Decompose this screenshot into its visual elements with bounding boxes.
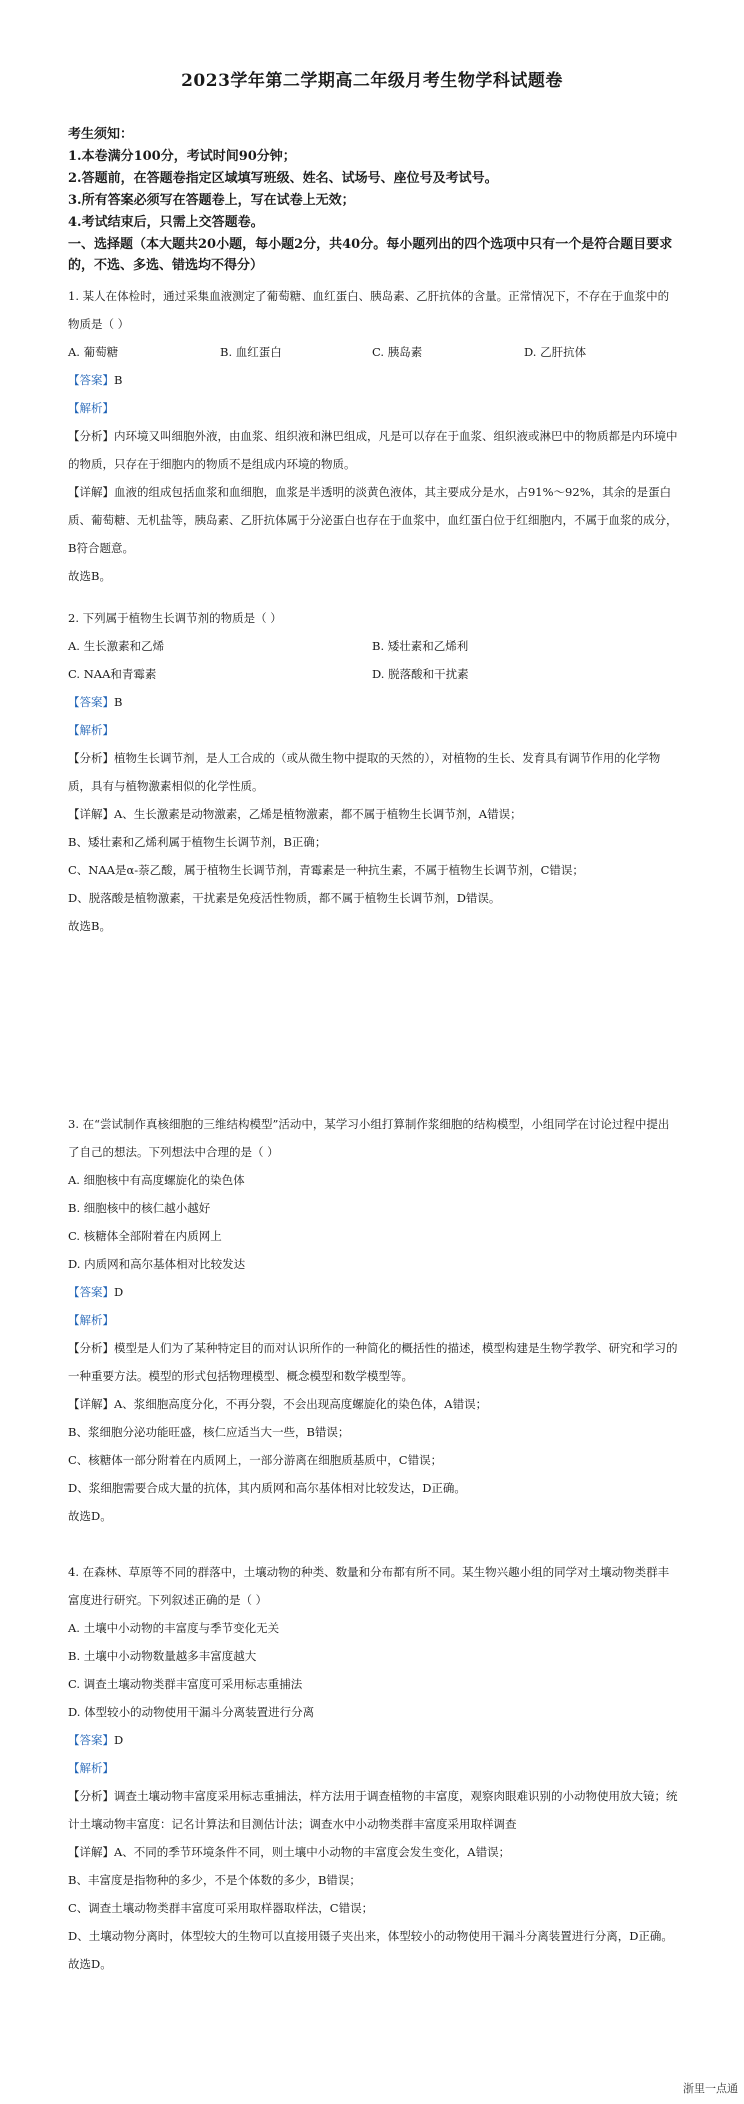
detail-text: 【详解】A、生长激素是动物激素，乙烯是植物激素，都不属于植物生长调节剂，A错误；: [68, 807, 522, 821]
answer-line: [68, 688, 678, 716]
detail-text: D、脱落酸是植物激素，干扰素是免疫活性物质，都不属于植物生长调节剂，D错误。: [68, 891, 501, 905]
detail-text: D、浆细胞需要合成大量的抗体，其内质网和高尔基体相对比较发达，D正确。: [68, 1481, 466, 1495]
conclusion-text: 故选B。: [68, 919, 111, 933]
option-b: B. 血红蛋白: [220, 345, 282, 359]
option-c: C. 核糖体全部附着在内质网上: [68, 1229, 222, 1243]
detail-text: 【详解】A、不同的季节环境条件不同，则土壤中小动物的丰富度会发生变化，A错误；: [68, 1845, 511, 1859]
question-stem: 3. 在“尝试制作真核细胞的三维结构模型”活动中，某学习小组打算制作浆细胞的结构模型，小组同学在讨论过程中提出了自己的想法。下列想法中合理的是（ ）: [68, 1117, 670, 1159]
answer-value: B: [114, 695, 123, 709]
analysis-text: 【分析】植物生长调节剂，是人工合成的（或从微生物中提取的天然的），对植物的生长、发育具有调节作用的化学物质，具有与植物激素相似的化学性质。: [68, 751, 661, 793]
section-title: 一、选择题（本大题共20小题，每小题2分，共40分。每小题列出的四个选项中只有一个是符合题目要求的，不选、多选、错选均不得分）: [68, 237, 673, 273]
notice-item: 1.本卷满分100分，考试时间90分钟；: [68, 149, 296, 164]
option-c: C. NAA和青霉素: [68, 667, 157, 681]
detail-text: D、土壤动物分离时，体型较大的生物可以直接用镊子夹出来，体型较小的动物使用干漏斗分离装置进行分离，D正确。: [68, 1929, 673, 1943]
option-d: D. 乙肝抗体: [524, 345, 587, 359]
options-row: [68, 632, 678, 660]
answer-value: D: [114, 1285, 124, 1299]
question-stem: 2. 下列属于植物生长调节剂的物质是（ ）: [68, 611, 282, 625]
exam-notice: [68, 124, 498, 234]
option-b: B. 土壤中小动物数量越多丰富度越大: [68, 1649, 257, 1663]
option-a: A. 生长激素和乙烯: [68, 639, 165, 653]
answer-line: [68, 366, 678, 394]
answer-label: 【答案】: [68, 1733, 114, 1747]
analysis-text: 【分析】调查土壤动物丰富度采用标志重捕法，样方法用于调查植物的丰富度，观察肉眼难识别的小动物使用放大镜；统计土壤动物丰富度：记名计算法和目测估计法；调查水中小动物类群丰富度采用取样调查: [68, 1789, 678, 1831]
question-stem: 4. 在森林、草原等不同的群落中，土壤动物的种类、数量和分布都有所不同。某生物兴趣小组的同学对土壤动物类群丰富度进行研究。下列叙述正确的是（ ）: [68, 1565, 670, 1607]
detail-text: 【详解】A、浆细胞高度分化，不再分裂，不会出现高度螺旋化的染色体，A错误；: [68, 1397, 488, 1411]
question-2: [68, 604, 678, 940]
notice-item: 4.考试结束后，只需上交答题卷。: [68, 215, 264, 230]
option-a: A. 细胞核中有高度螺旋化的染色体: [68, 1173, 245, 1187]
detail-text: B、浆细胞分泌功能旺盛，核仁应适当大一些，B错误；: [68, 1425, 350, 1439]
question-1: [68, 282, 678, 590]
answer-label: 【答案】: [68, 1285, 114, 1299]
question-stem: 1. 某人在体检时，通过采集血液测定了葡萄糖、血红蛋白、胰岛素、乙肝抗体的含量。正常情况下，不存在于血浆中的物质是（ ）: [68, 289, 670, 331]
explain-label: 【解析】: [68, 723, 114, 737]
option-d: D. 脱落酸和干扰素: [372, 667, 469, 681]
explain-label: 【解析】: [68, 1761, 114, 1775]
option-a: A. 土壤中小动物的丰富度与季节变化无关: [68, 1621, 280, 1635]
answer-label: 【答案】: [68, 373, 114, 387]
options-row: [68, 338, 678, 366]
question-3: [68, 1110, 678, 1530]
answer-line: [68, 1726, 678, 1754]
conclusion-text: 故选D。: [68, 1509, 112, 1523]
question-4: [68, 1558, 678, 1978]
analysis-text: 【分析】内环境又叫细胞外液，由血浆、组织液和淋巴组成，凡是可以存在于血浆、组织液或淋巴中的物质都是内环境中的物质，只存在于细胞内的物质不是组成内环境的物质。: [68, 429, 678, 471]
notice-item: 3.所有答案必须写在答题卷上，写在试卷上无效；: [68, 193, 355, 208]
option-b: B. 矮壮素和乙烯利: [372, 639, 469, 653]
answer-value: D: [114, 1733, 124, 1747]
notice-item: 2.答题前，在答题卷指定区域填写班级、姓名、试场号、座位号及考试号。: [68, 171, 498, 186]
options-row: [68, 660, 678, 688]
explain-label: 【解析】: [68, 1313, 114, 1327]
option-d: D. 内质网和高尔基体相对比较发达: [68, 1257, 246, 1271]
detail-text: C、调查土壤动物类群丰富度可采用取样器取样法，C错误；: [68, 1901, 374, 1915]
footer-watermark: 浙里一点通: [683, 2082, 738, 2095]
option-a: A. 葡萄糖: [68, 345, 119, 359]
explain-label: 【解析】: [68, 401, 114, 415]
detail-text: B、丰富度是指物种的多少，不是个体数的多少，B错误；: [68, 1873, 361, 1887]
option-b: B. 细胞核中的核仁越小越好: [68, 1201, 211, 1215]
analysis-text: 【分析】模型是人们为了某种特定目的而对认识所作的一种简化的概括性的描述，模型构建是生物学教学、研究和学习的一种重要方法。模型的形式包括物理模型、概念模型和数学模型等。: [68, 1341, 678, 1383]
conclusion-text: 故选B。: [68, 569, 111, 583]
detail-text: C、NAA是α-萘乙酸，属于植物生长调节剂，青霉素是一种抗生素，不属于植物生长调节剂，C错误；: [68, 863, 584, 877]
option-d: D. 体型较小的动物使用干漏斗分离装置进行分离: [68, 1705, 315, 1719]
detail-text: B、矮壮素和乙烯利属于植物生长调节剂，B正确；: [68, 835, 327, 849]
page-title: 2023学年第二学期高二年级月考生物学科试题卷: [181, 71, 563, 91]
conclusion-text: 故选D。: [68, 1957, 112, 1971]
option-c: C. 调查土壤动物类群丰富度可采用标志重捕法: [68, 1677, 303, 1691]
detail-text: 【详解】血液的组成包括血浆和血细胞，血浆是半透明的淡黄色液体，其主要成分是水，占91%～92%，其余的是蛋白质、葡萄糖、无机盐等，胰岛素、乙肝抗体属于分泌蛋白也存在于血浆中，血红蛋白位于红细胞内，不属于血浆的成分，B符合题意。: [68, 485, 678, 555]
answer-value: B: [114, 373, 123, 387]
notice-heading: 考生须知：: [68, 127, 134, 142]
option-c: C. 胰岛素: [372, 345, 423, 359]
answer-label: 【答案】: [68, 695, 114, 709]
answer-line: [68, 1278, 678, 1306]
detail-text: C、核糖体一部分附着在内质网上，一部分游离在细胞质基质中，C错误；: [68, 1453, 443, 1467]
